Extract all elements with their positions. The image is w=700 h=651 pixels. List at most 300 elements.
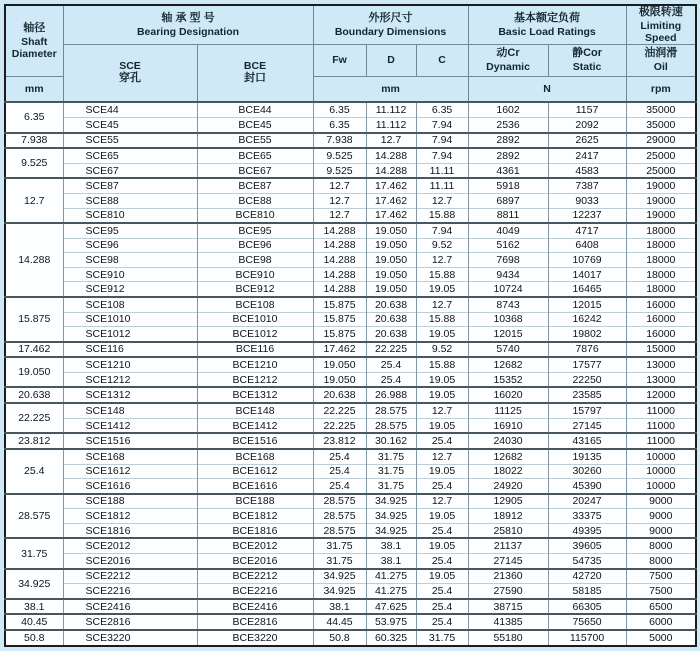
- header-oil-en: Oil: [653, 61, 668, 74]
- speed-cell: 11000: [626, 418, 696, 433]
- speed-cell: 16000: [626, 297, 696, 312]
- c-cell: 12.7: [416, 494, 468, 509]
- table-header: [5, 5, 696, 102]
- fw-cell: 22.225: [313, 418, 366, 433]
- dynamic-load-cell: 5740: [468, 342, 548, 358]
- shaft-diameter-cell: 34.925: [5, 569, 63, 599]
- table-row: [5, 178, 696, 193]
- bce-designation-cell: BCE1616: [197, 479, 313, 494]
- shaft-diameter-cell: 9.525: [5, 148, 63, 178]
- c-cell: 7.94: [416, 148, 468, 163]
- speed-cell: 9000: [626, 494, 696, 509]
- c-cell: 7.94: [416, 117, 468, 132]
- d-cell: 19.050: [366, 223, 416, 238]
- fw-cell: 31.75: [313, 554, 366, 569]
- d-cell: 31.75: [366, 449, 416, 464]
- c-cell: 19.05: [416, 418, 468, 433]
- bce-designation-cell: BCE2012: [197, 538, 313, 553]
- table-row: [5, 387, 696, 403]
- d-cell: 20.638: [366, 297, 416, 312]
- table-row: [5, 584, 696, 599]
- d-cell: 11.112: [366, 102, 416, 117]
- fw-cell: 14.288: [313, 238, 366, 253]
- bce-designation-cell: BCE2216: [197, 584, 313, 599]
- d-cell: 38.1: [366, 538, 416, 553]
- speed-cell: 35000: [626, 102, 696, 117]
- dynamic-load-cell: 41385: [468, 614, 548, 630]
- speed-cell: 12000: [626, 387, 696, 403]
- dynamic-load-cell: 2892: [468, 148, 548, 163]
- fw-cell: 15.875: [313, 312, 366, 327]
- d-cell: 20.638: [366, 312, 416, 327]
- fw-cell: 9.525: [313, 163, 366, 178]
- speed-cell: 9000: [626, 509, 696, 524]
- bce-designation-cell: BCE912: [197, 282, 313, 297]
- sce-designation-cell: SCE2216: [63, 584, 197, 599]
- sce-designation-cell: SCE1412: [63, 418, 197, 433]
- table-row: [5, 554, 696, 569]
- header-static-en: Static: [572, 61, 602, 74]
- header-c-column: C: [416, 44, 468, 76]
- header-static-zh: 静Cor: [572, 47, 603, 60]
- static-load-cell: 6408: [548, 238, 626, 253]
- shaft-diameter-cell: 50.8: [5, 630, 63, 646]
- header-designation-zh: 轴 承 型 号: [161, 12, 215, 25]
- sce-designation-cell: SCE2212: [63, 569, 197, 584]
- fw-cell: 25.4: [313, 479, 366, 494]
- speed-cell: 10000: [626, 464, 696, 479]
- header-static-column: [548, 44, 626, 76]
- fw-cell: 25.4: [313, 464, 366, 479]
- sce-designation-cell: SCE45: [63, 117, 197, 132]
- dynamic-load-cell: 5918: [468, 178, 548, 193]
- static-load-cell: 17577: [548, 357, 626, 372]
- sce-designation-cell: SCE88: [63, 194, 197, 209]
- dynamic-load-cell: 4361: [468, 163, 548, 178]
- speed-cell: 10000: [626, 449, 696, 464]
- static-load-cell: 33375: [548, 509, 626, 524]
- bce-designation-cell: BCE810: [197, 208, 313, 223]
- fw-cell: 15.875: [313, 327, 366, 342]
- dynamic-load-cell: 18912: [468, 509, 548, 524]
- bce-designation-cell: BCE98: [197, 253, 313, 268]
- header-bearing-designation: [63, 5, 313, 44]
- speed-cell: 7500: [626, 584, 696, 599]
- fw-cell: 34.925: [313, 584, 366, 599]
- dynamic-load-cell: 7698: [468, 253, 548, 268]
- static-load-cell: 45390: [548, 479, 626, 494]
- static-load-cell: 66305: [548, 599, 626, 615]
- c-cell: 11.11: [416, 163, 468, 178]
- speed-cell: 29000: [626, 133, 696, 149]
- header-speed-en: Limiting Speed: [640, 19, 682, 44]
- d-cell: 11.112: [366, 117, 416, 132]
- header-sce-label: SCE: [119, 60, 141, 73]
- table-row: [5, 312, 696, 327]
- table-row: [5, 163, 696, 178]
- header-designation-en: Bearing Designation: [136, 25, 240, 38]
- dynamic-load-cell: 15352: [468, 372, 548, 387]
- dynamic-load-cell: 21360: [468, 569, 548, 584]
- table-row: [5, 267, 696, 282]
- d-cell: 47.625: [366, 599, 416, 615]
- dynamic-load-cell: 25810: [468, 523, 548, 538]
- sce-designation-cell: SCE2816: [63, 614, 197, 630]
- fw-cell: 20.638: [313, 387, 366, 403]
- speed-cell: 16000: [626, 327, 696, 342]
- sce-designation-cell: SCE188: [63, 494, 197, 509]
- static-load-cell: 30260: [548, 464, 626, 479]
- dynamic-load-cell: 6897: [468, 194, 548, 209]
- sce-designation-cell: SCE1616: [63, 479, 197, 494]
- c-cell: 7.94: [416, 133, 468, 149]
- d-cell: 41.275: [366, 584, 416, 599]
- bce-designation-cell: BCE65: [197, 148, 313, 163]
- d-cell: 25.4: [366, 357, 416, 372]
- bce-designation-cell: BCE148: [197, 403, 313, 418]
- c-cell: 25.4: [416, 584, 468, 599]
- static-load-cell: 75650: [548, 614, 626, 630]
- static-load-cell: 22250: [548, 372, 626, 387]
- speed-cell: 19000: [626, 208, 696, 223]
- d-cell: 30.162: [366, 433, 416, 449]
- header-shaft-zh: 轴径: [23, 22, 46, 34]
- d-cell: 12.7: [366, 133, 416, 149]
- speed-cell: 19000: [626, 178, 696, 193]
- header-dimensions-en: Boundary Dimensions: [334, 25, 447, 38]
- header-boundary-dimensions: [313, 5, 468, 44]
- bce-designation-cell: BCE88: [197, 194, 313, 209]
- speed-cell: 15000: [626, 342, 696, 358]
- table-row: [5, 418, 696, 433]
- d-cell: 60.325: [366, 630, 416, 646]
- dynamic-load-cell: 10368: [468, 312, 548, 327]
- header-dynamic-column: [468, 44, 548, 76]
- sce-designation-cell: SCE168: [63, 449, 197, 464]
- c-cell: 15.88: [416, 312, 468, 327]
- speed-cell: 6500: [626, 599, 696, 615]
- d-cell: 22.225: [366, 342, 416, 358]
- table-row: [5, 282, 696, 297]
- c-cell: 6.35: [416, 102, 468, 117]
- c-cell: 12.7: [416, 449, 468, 464]
- bce-designation-cell: BCE1412: [197, 418, 313, 433]
- static-load-cell: 2417: [548, 148, 626, 163]
- c-cell: 15.88: [416, 267, 468, 282]
- sce-designation-cell: SCE2416: [63, 599, 197, 615]
- bce-designation-cell: BCE1010: [197, 312, 313, 327]
- shaft-diameter-cell: 12.7: [5, 178, 63, 223]
- static-load-cell: 43165: [548, 433, 626, 449]
- sce-designation-cell: SCE912: [63, 282, 197, 297]
- bce-designation-cell: BCE96: [197, 238, 313, 253]
- shaft-diameter-cell: 31.75: [5, 538, 63, 568]
- d-cell: 17.462: [366, 178, 416, 193]
- static-load-cell: 12015: [548, 297, 626, 312]
- shaft-diameter-cell: 7.938: [5, 133, 63, 149]
- d-cell: 19.050: [366, 238, 416, 253]
- sce-designation-cell: SCE67: [63, 163, 197, 178]
- d-cell: 14.288: [366, 148, 416, 163]
- fw-cell: 7.938: [313, 133, 366, 149]
- fw-cell: 15.875: [313, 297, 366, 312]
- fw-cell: 14.288: [313, 223, 366, 238]
- c-cell: 19.05: [416, 569, 468, 584]
- speed-cell: 25000: [626, 163, 696, 178]
- d-cell: 34.925: [366, 509, 416, 524]
- sce-designation-cell: SCE1210: [63, 357, 197, 372]
- d-cell: 38.1: [366, 554, 416, 569]
- speed-cell: 8000: [626, 554, 696, 569]
- sce-designation-cell: SCE65: [63, 148, 197, 163]
- table-row: [5, 372, 696, 387]
- shaft-diameter-cell: 23.812: [5, 433, 63, 449]
- d-cell: 41.275: [366, 569, 416, 584]
- dynamic-load-cell: 1602: [468, 102, 548, 117]
- bce-designation-cell: BCE188: [197, 494, 313, 509]
- speed-cell: 25000: [626, 148, 696, 163]
- dynamic-load-cell: 5162: [468, 238, 548, 253]
- static-load-cell: 2625: [548, 133, 626, 149]
- bce-designation-cell: BCE2816: [197, 614, 313, 630]
- d-cell: 14.288: [366, 163, 416, 178]
- d-cell: 20.638: [366, 327, 416, 342]
- c-cell: 19.05: [416, 282, 468, 297]
- static-load-cell: 42720: [548, 569, 626, 584]
- dynamic-load-cell: 10724: [468, 282, 548, 297]
- sce-designation-cell: SCE1312: [63, 387, 197, 403]
- table-row: [5, 148, 696, 163]
- c-cell: 19.05: [416, 387, 468, 403]
- table-row: [5, 599, 696, 615]
- bce-designation-cell: BCE108: [197, 297, 313, 312]
- sce-designation-cell: SCE1212: [63, 372, 197, 387]
- speed-cell: 18000: [626, 282, 696, 297]
- shaft-diameter-cell: 15.875: [5, 297, 63, 342]
- d-cell: 34.925: [366, 523, 416, 538]
- speed-cell: 8000: [626, 538, 696, 553]
- shaft-diameter-cell: 22.225: [5, 403, 63, 433]
- static-load-cell: 58185: [548, 584, 626, 599]
- static-load-cell: 54735: [548, 554, 626, 569]
- shaft-diameter-cell: 17.462: [5, 342, 63, 358]
- sce-designation-cell: SCE2016: [63, 554, 197, 569]
- table-row: [5, 297, 696, 312]
- sce-designation-cell: SCE810: [63, 208, 197, 223]
- static-load-cell: 4717: [548, 223, 626, 238]
- dynamic-load-cell: 24030: [468, 433, 548, 449]
- c-cell: 12.7: [416, 194, 468, 209]
- sce-designation-cell: SCE1816: [63, 523, 197, 538]
- header-sce-column: [63, 44, 197, 102]
- c-cell: 11.11: [416, 178, 468, 193]
- sce-designation-cell: SCE98: [63, 253, 197, 268]
- table-row: [5, 223, 696, 238]
- fw-cell: 19.050: [313, 357, 366, 372]
- speed-cell: 7500: [626, 569, 696, 584]
- dynamic-load-cell: 2536: [468, 117, 548, 132]
- table-row: [5, 614, 696, 630]
- table-row: [5, 479, 696, 494]
- fw-cell: 12.7: [313, 208, 366, 223]
- static-load-cell: 10769: [548, 253, 626, 268]
- c-cell: 19.05: [416, 464, 468, 479]
- table-row: [5, 327, 696, 342]
- d-cell: 25.4: [366, 372, 416, 387]
- bce-designation-cell: BCE2212: [197, 569, 313, 584]
- table-row: [5, 194, 696, 209]
- d-cell: 28.575: [366, 403, 416, 418]
- table-row: [5, 523, 696, 538]
- table-row: [5, 102, 696, 117]
- sce-designation-cell: SCE2012: [63, 538, 197, 553]
- header-d-column: D: [366, 44, 416, 76]
- speed-cell: 18000: [626, 238, 696, 253]
- speed-cell: 5000: [626, 630, 696, 646]
- static-load-cell: 16465: [548, 282, 626, 297]
- table-row: [5, 357, 696, 372]
- header-speed-unit: rpm: [626, 76, 696, 102]
- header-bce-label: BCE: [243, 60, 267, 73]
- sce-designation-cell: SCE1812: [63, 509, 197, 524]
- bce-designation-cell: BCE910: [197, 267, 313, 282]
- sce-designation-cell: SCE910: [63, 267, 197, 282]
- dynamic-load-cell: 12905: [468, 494, 548, 509]
- fw-cell: 28.575: [313, 509, 366, 524]
- static-load-cell: 19802: [548, 327, 626, 342]
- bce-designation-cell: BCE55: [197, 133, 313, 149]
- table-body: [5, 102, 696, 646]
- speed-cell: 18000: [626, 253, 696, 268]
- table-row: [5, 133, 696, 149]
- c-cell: 19.05: [416, 372, 468, 387]
- fw-cell: 23.812: [313, 433, 366, 449]
- d-cell: 28.575: [366, 418, 416, 433]
- c-cell: 15.88: [416, 357, 468, 372]
- header-fw-column: Fw: [313, 44, 366, 76]
- fw-cell: 34.925: [313, 569, 366, 584]
- c-cell: 9.52: [416, 342, 468, 358]
- c-cell: 25.4: [416, 479, 468, 494]
- table-row: [5, 342, 696, 358]
- static-load-cell: 12237: [548, 208, 626, 223]
- d-cell: 53.975: [366, 614, 416, 630]
- bce-designation-cell: BCE1012: [197, 327, 313, 342]
- fw-cell: 9.525: [313, 148, 366, 163]
- fw-cell: 22.225: [313, 403, 366, 418]
- bce-designation-cell: BCE116: [197, 342, 313, 358]
- shaft-diameter-cell: 19.050: [5, 357, 63, 387]
- header-bce-column: [197, 44, 313, 102]
- bce-designation-cell: BCE1816: [197, 523, 313, 538]
- d-cell: 17.462: [366, 208, 416, 223]
- header-shaft-en2: Diameter: [11, 47, 57, 60]
- table-row: [5, 208, 696, 223]
- dynamic-load-cell: 12015: [468, 327, 548, 342]
- dynamic-load-cell: 27590: [468, 584, 548, 599]
- header-limiting-speed: [626, 5, 696, 44]
- header-oil-column: [626, 44, 696, 76]
- static-load-cell: 19135: [548, 449, 626, 464]
- bce-designation-cell: BCE95: [197, 223, 313, 238]
- header-bce-sub: 封口: [244, 72, 266, 85]
- sce-designation-cell: SCE55: [63, 133, 197, 149]
- static-load-cell: 23585: [548, 387, 626, 403]
- header-sce-sub: 穿孔: [119, 72, 141, 85]
- table-row: [5, 449, 696, 464]
- bce-designation-cell: BCE2016: [197, 554, 313, 569]
- table-row: [5, 538, 696, 553]
- c-cell: 19.05: [416, 327, 468, 342]
- speed-cell: 19000: [626, 194, 696, 209]
- sce-designation-cell: SCE1010: [63, 312, 197, 327]
- d-cell: 19.050: [366, 282, 416, 297]
- table-row: [5, 238, 696, 253]
- header-dynamic-en: Dynamic: [486, 61, 530, 74]
- speed-cell: 10000: [626, 479, 696, 494]
- table-row: [5, 117, 696, 132]
- table-row: [5, 509, 696, 524]
- header-shaft-diameter: [5, 5, 63, 76]
- fw-cell: 14.288: [313, 253, 366, 268]
- header-basic-load-ratings: [468, 5, 626, 44]
- bce-designation-cell: BCE2416: [197, 599, 313, 615]
- fw-cell: 28.575: [313, 523, 366, 538]
- fw-cell: 6.35: [313, 102, 366, 117]
- bce-designation-cell: BCE3220: [197, 630, 313, 646]
- table-row: [5, 569, 696, 584]
- fw-cell: 50.8: [313, 630, 366, 646]
- static-load-cell: 27145: [548, 418, 626, 433]
- speed-cell: 18000: [626, 267, 696, 282]
- static-load-cell: 7387: [548, 178, 626, 193]
- c-cell: 25.4: [416, 433, 468, 449]
- c-cell: 12.7: [416, 253, 468, 268]
- d-cell: 19.050: [366, 267, 416, 282]
- c-cell: 31.75: [416, 630, 468, 646]
- c-cell: 25.4: [416, 554, 468, 569]
- bce-designation-cell: BCE1312: [197, 387, 313, 403]
- dynamic-load-cell: 38715: [468, 599, 548, 615]
- c-cell: 19.05: [416, 509, 468, 524]
- speed-cell: 11000: [626, 403, 696, 418]
- static-load-cell: 20247: [548, 494, 626, 509]
- fw-cell: 6.35: [313, 117, 366, 132]
- shaft-diameter-cell: 28.575: [5, 494, 63, 539]
- dynamic-load-cell: 9434: [468, 267, 548, 282]
- bce-designation-cell: BCE1812: [197, 509, 313, 524]
- bce-designation-cell: BCE1516: [197, 433, 313, 449]
- static-load-cell: 9033: [548, 194, 626, 209]
- fw-cell: 14.288: [313, 267, 366, 282]
- shaft-diameter-cell: 38.1: [5, 599, 63, 615]
- header-load-unit: N: [468, 76, 626, 102]
- speed-cell: 11000: [626, 433, 696, 449]
- sce-designation-cell: SCE148: [63, 403, 197, 418]
- header-shaft-en1: Shaft: [21, 35, 48, 48]
- bce-designation-cell: BCE44: [197, 102, 313, 117]
- dynamic-load-cell: 8743: [468, 297, 548, 312]
- shaft-diameter-cell: 25.4: [5, 449, 63, 494]
- dynamic-load-cell: 55180: [468, 630, 548, 646]
- header-speed-zh: 极限转速: [638, 6, 683, 18]
- d-cell: 31.75: [366, 464, 416, 479]
- sce-designation-cell: SCE1612: [63, 464, 197, 479]
- dynamic-load-cell: 21137: [468, 538, 548, 553]
- dynamic-load-cell: 8811: [468, 208, 548, 223]
- bce-designation-cell: BCE1612: [197, 464, 313, 479]
- static-load-cell: 4583: [548, 163, 626, 178]
